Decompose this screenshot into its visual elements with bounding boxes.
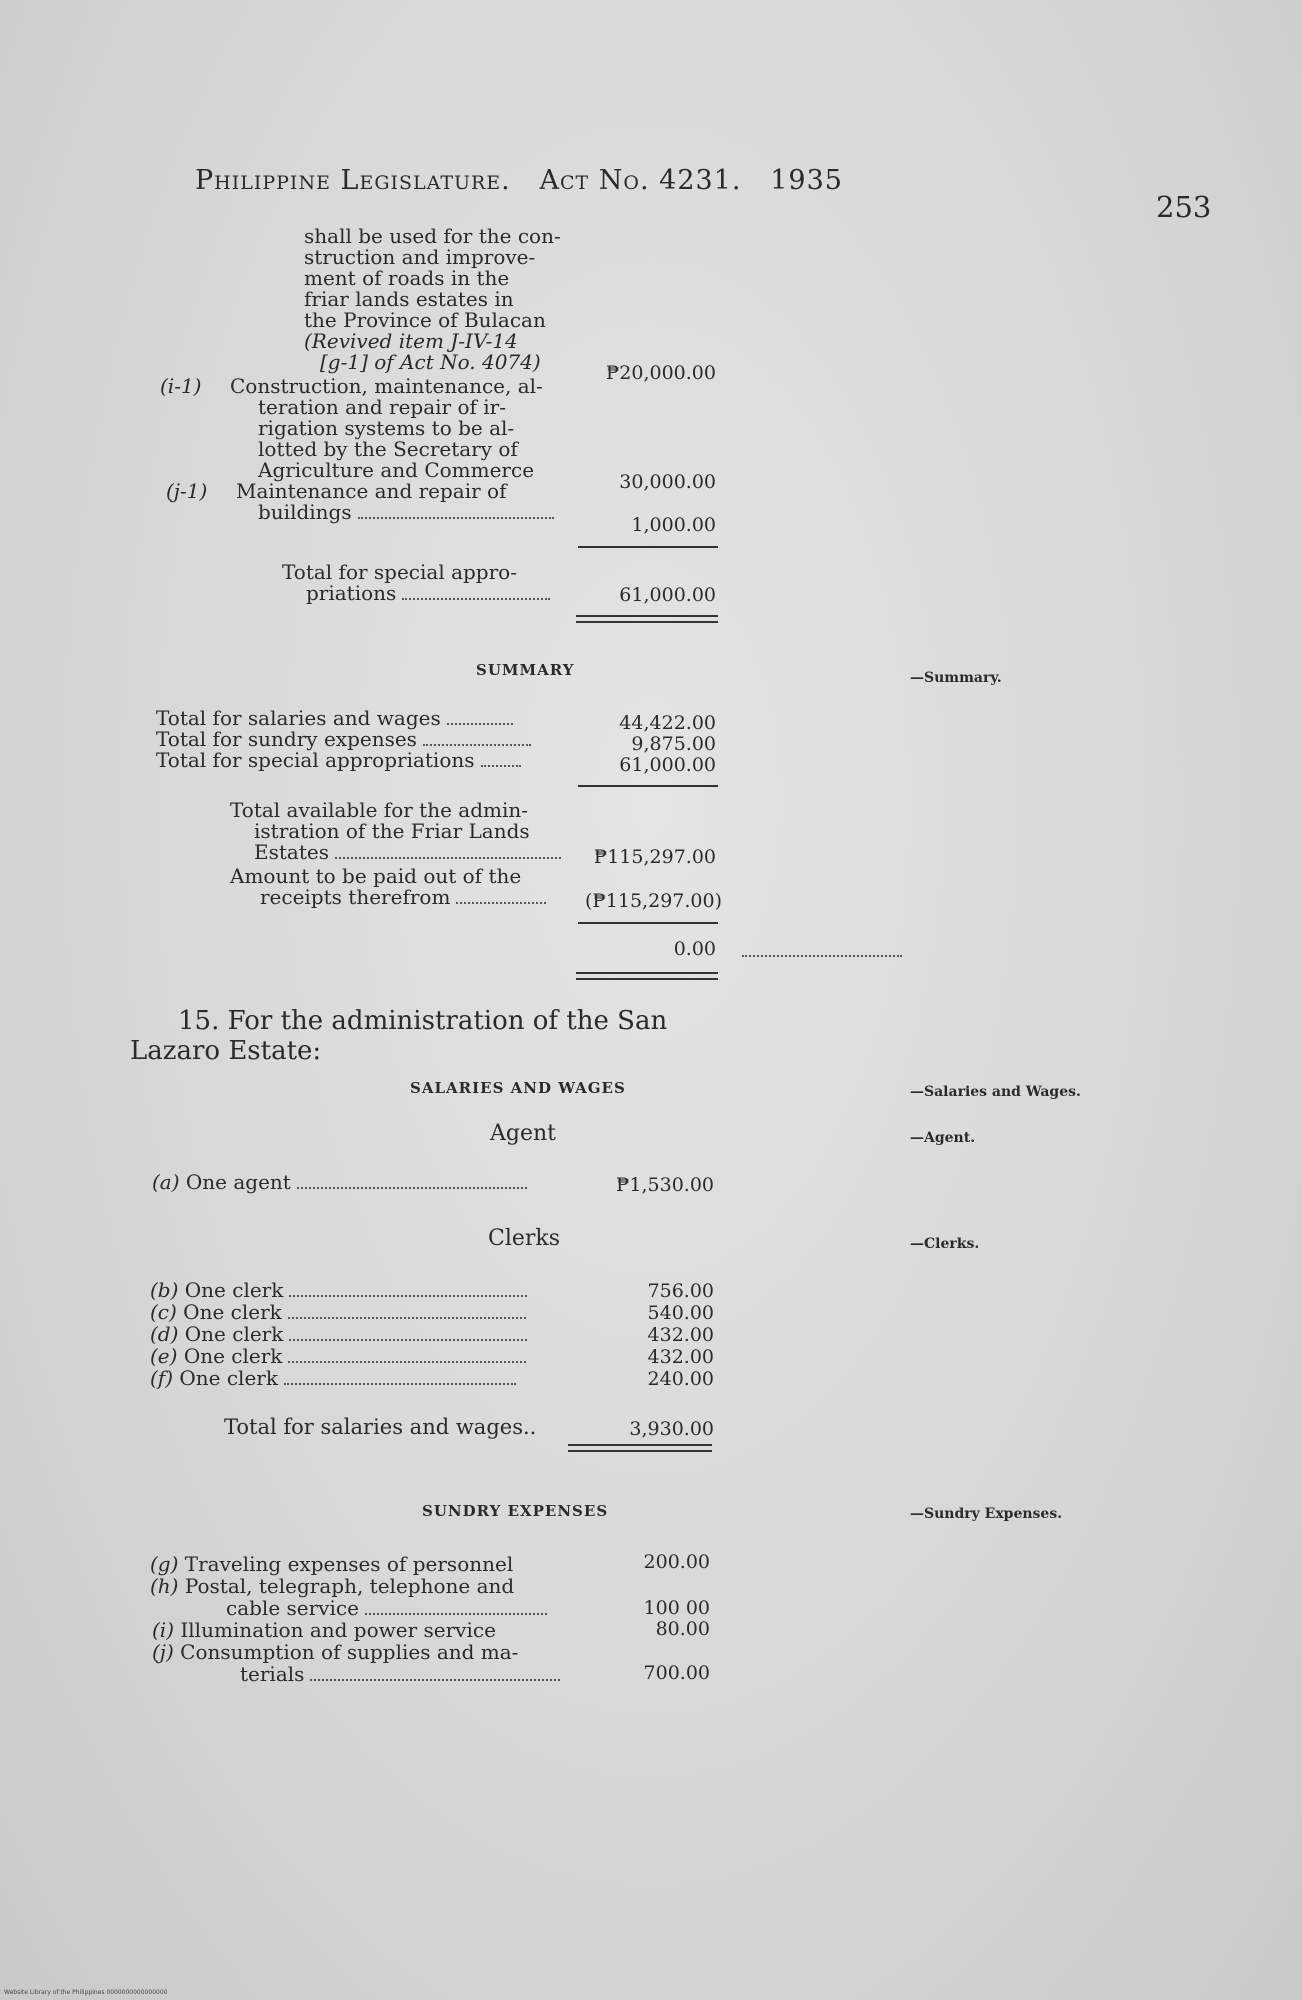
receipts-line: Amount to be paid out of the	[230, 864, 522, 888]
sundry-row-cont	[226, 1598, 547, 1619]
clerk-amount: 432.00	[647, 1324, 714, 1346]
leader-dots	[742, 955, 902, 957]
leader-dots	[447, 723, 513, 725]
receipts-text: receipts therefrom	[260, 885, 451, 909]
leader-dots	[284, 1383, 516, 1385]
sundry-row-cont	[240, 1664, 560, 1685]
clerk-row	[150, 1324, 527, 1345]
available-amount: ₱115,297.00	[593, 846, 716, 868]
item-label: (i-1)	[160, 374, 202, 398]
agent-heading: Agent	[490, 1121, 556, 1146]
row-text: terials	[240, 1662, 305, 1686]
clerks-heading: Clerks	[488, 1226, 561, 1251]
running-header	[195, 165, 843, 196]
receipts-line	[260, 887, 546, 908]
leader-dots	[289, 1295, 527, 1297]
item-text-line: shall be used for the con-	[304, 224, 561, 248]
double-rule	[576, 615, 718, 623]
row-text: One clerk	[183, 1344, 283, 1368]
item-text-line: the Province of Bulacan	[304, 308, 546, 332]
total-text: priations	[306, 581, 397, 605]
sundry-row	[150, 1576, 514, 1597]
salaries-heading: SALARIES AND WAGES	[410, 1079, 626, 1097]
row-text: Postal, telegraph, telephone and	[184, 1574, 515, 1598]
sum-rule	[578, 546, 718, 548]
sundry-row	[152, 1620, 496, 1641]
item-text-line: Maintenance and repair of	[236, 479, 507, 503]
summary-amount: 44,422.00	[619, 712, 716, 734]
leader-dots	[481, 765, 521, 767]
clerk-row	[150, 1346, 526, 1367]
row-text: One agent	[185, 1170, 291, 1194]
row-label: (b)	[150, 1278, 179, 1302]
item-text-line: lotted by the Secretary of	[258, 437, 518, 461]
sundry-row	[150, 1554, 513, 1575]
summary-amount: 9,875.00	[631, 733, 716, 755]
available-text: Estates	[254, 840, 329, 864]
row-text: One clerk	[179, 1366, 278, 1390]
item-text-line: teration and repair of ir-	[258, 395, 506, 419]
leader-dots	[365, 1613, 547, 1615]
summary-row	[156, 750, 521, 771]
row-text: One clerk	[183, 1300, 282, 1324]
row-label: (f)	[150, 1366, 174, 1390]
item-text: buildings	[258, 500, 352, 524]
available-line	[254, 842, 561, 863]
clerk-row	[150, 1280, 527, 1301]
sum-rule	[578, 922, 718, 924]
header-title: Philippine Legislature.	[195, 165, 511, 196]
row-text: Traveling expenses of personnel	[184, 1552, 514, 1576]
summary-label: Total for sundry expenses	[156, 727, 417, 751]
leader-dots	[456, 902, 546, 904]
sundry-row	[152, 1642, 518, 1663]
margin-note: —Summary.	[910, 670, 1002, 686]
leader-dots	[289, 1339, 527, 1341]
row-text: One clerk	[184, 1278, 284, 1302]
clerk-row	[150, 1368, 516, 1389]
row-text: Illumination and power service	[180, 1618, 496, 1642]
sum-rule	[578, 785, 718, 787]
item-text-line: Agriculture and Commerce	[258, 458, 535, 482]
total-line: Total for special appro-	[282, 560, 517, 584]
leader-dots	[335, 857, 561, 859]
leader-dots	[358, 517, 554, 519]
item-text-line: Construction, maintenance, al-	[230, 374, 543, 398]
item-text-line: struction and improve-	[304, 245, 536, 269]
clerk-amount: 540.00	[647, 1302, 714, 1324]
sundry-amount: 700.00	[643, 1662, 710, 1684]
clerk-amount: 756.00	[647, 1280, 714, 1302]
item-text-line: (Revived item J-IV-14	[304, 329, 518, 353]
summary-label: Total for special appropriations	[156, 748, 475, 772]
salaries-total-label: Total for salaries and wages..	[224, 1415, 537, 1439]
receipts-amount: (₱115,297.00)	[584, 890, 722, 912]
agent-row	[152, 1172, 527, 1193]
row-label: (i)	[152, 1618, 175, 1642]
row-label: (a)	[152, 1170, 180, 1194]
scan-footer: Website Library of the Philippines 0000000000000000	[4, 1989, 168, 1996]
summary-row	[156, 729, 531, 750]
summary-amount: 61,000.00	[619, 754, 716, 776]
amount: ₱20,000.00	[605, 362, 716, 384]
row-label: (h)	[150, 1574, 179, 1598]
margin-note: —Agent.	[910, 1130, 976, 1146]
sundry-heading: SUNDRY EXPENSES	[422, 1502, 609, 1520]
item-text-line: ment of roads in the	[304, 266, 510, 290]
clerk-amount: 432.00	[647, 1346, 714, 1368]
summary-label: Total for salaries and wages	[156, 706, 441, 730]
amount: 30,000.00	[619, 471, 716, 493]
item-text-line: rigation systems to be al-	[258, 416, 515, 440]
leader-dots	[288, 1361, 526, 1363]
clerk-row	[150, 1302, 526, 1323]
total-line	[306, 583, 550, 604]
summary-heading: SUMMARY	[476, 661, 575, 679]
section-paragraph-line: 15. For the administration of the San	[178, 1006, 668, 1036]
leader-dots	[423, 744, 531, 746]
row-label: (c)	[150, 1300, 177, 1324]
sundry-amount: 100 00	[643, 1597, 710, 1619]
sundry-amount: 200.00	[643, 1551, 710, 1573]
row-label: (d)	[150, 1322, 179, 1346]
row-label: (g)	[150, 1552, 179, 1576]
item-label: (j-1)	[166, 479, 208, 503]
available-line: istration of the Friar Lands	[254, 819, 530, 843]
sundry-amount: 80.00	[655, 1618, 710, 1640]
item-text-line	[258, 502, 554, 523]
section-paragraph-line: Lazaro Estate:	[130, 1036, 322, 1066]
leader-dots	[402, 598, 550, 600]
item-text-line: friar lands estates in	[304, 287, 514, 311]
double-rule	[576, 972, 718, 980]
agent-amount: ₱1,530.00	[615, 1174, 714, 1196]
total-amount: 61,000.00	[619, 584, 716, 606]
available-line: Total available for the admin-	[230, 798, 528, 822]
margin-note: —Sundry Expenses.	[910, 1506, 1063, 1522]
row-text: One clerk	[184, 1322, 284, 1346]
amount: 1,000.00	[631, 514, 716, 536]
leader-dots	[297, 1187, 527, 1189]
margin-note: —Salaries and Wages.	[910, 1084, 1081, 1100]
row-text: cable service	[226, 1596, 359, 1620]
row-label: (j)	[152, 1640, 174, 1664]
page-number: 253	[1156, 190, 1212, 224]
header-year: 1935	[770, 165, 843, 196]
salaries-total-amount: 3,930.00	[629, 1418, 714, 1440]
net-amount: 0.00	[673, 938, 716, 960]
row-text: Consumption of supplies and ma-	[180, 1640, 519, 1664]
clerk-amount: 240.00	[647, 1368, 714, 1390]
leader-dots	[310, 1679, 560, 1681]
margin-note: —Clerks.	[910, 1236, 980, 1252]
row-label: (e)	[150, 1344, 178, 1368]
item-text-line: [g-1] of Act No. 4074)	[320, 350, 541, 374]
summary-row	[156, 708, 513, 729]
leader-dots	[288, 1317, 526, 1319]
header-act: Act No. 4231.	[539, 165, 742, 196]
double-rule	[568, 1444, 712, 1452]
